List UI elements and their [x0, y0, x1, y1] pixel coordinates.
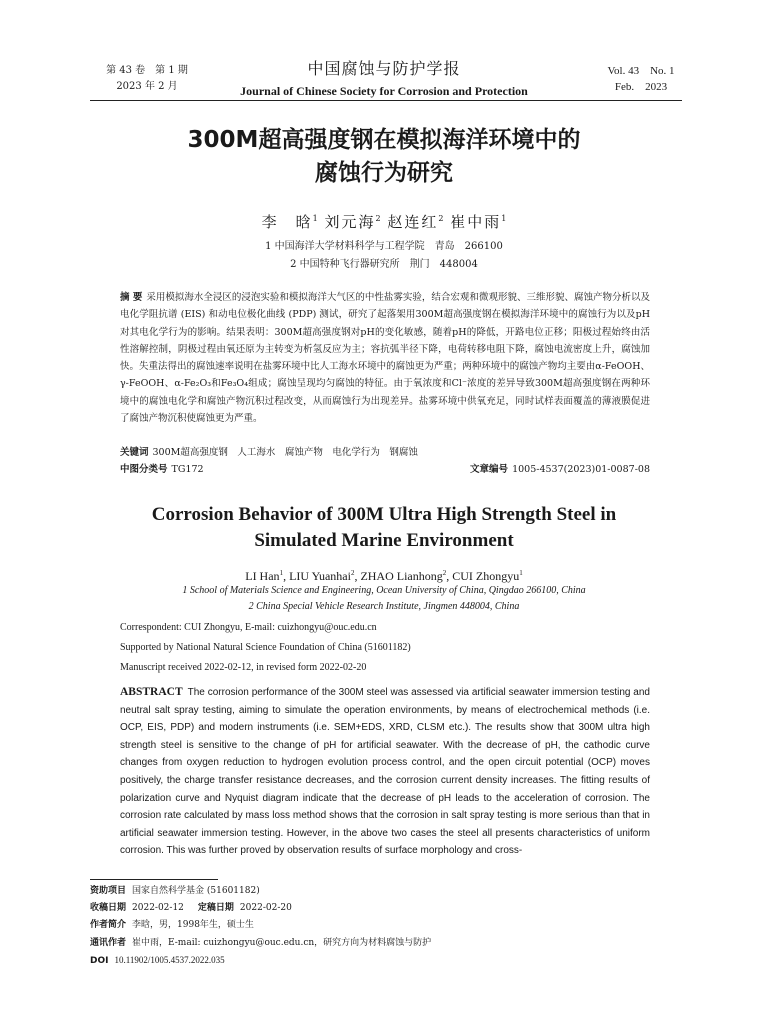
- article-number-value: 1005-4537(2023)01-0087-08: [512, 464, 650, 475]
- abstract-en: [120, 684, 650, 860]
- author-list-en: LI Han$^1$, LIU Yuanhai$^2$, ZHAO Lianhong$^2$, CUI Zhongyu$^1$: [245, 569, 523, 583]
- abstract-cn-label: 摘 要: [120, 292, 143, 303]
- journal-header: [200, 58, 568, 100]
- keywords-cn-text: 300M超高强度钢 人工海水 腐蚀产物 电化学行为 钢腐蚀: [152, 447, 418, 458]
- title-cn-line-1: 300M超高强度钢在模拟海洋环境中的: [187, 127, 581, 153]
- received-label: 收稿日期: [90, 903, 127, 914]
- date-en: Feb. 2023: [614, 81, 668, 93]
- author-affil-mark: 1: [312, 214, 318, 223]
- author-affil-mark: 1: [279, 569, 284, 577]
- date-cn: 2023 年 2 月: [116, 81, 178, 92]
- author-cn: 赵连红: [387, 213, 439, 231]
- paper-title-cn: [100, 124, 668, 190]
- author-list-cn: [100, 208, 668, 233]
- footnotes: [90, 883, 650, 970]
- author-en: LI Han: [245, 569, 280, 583]
- keywords-cn-label: 关键词: [120, 447, 149, 458]
- title-cn-line-2: 腐蚀行为研究: [315, 160, 453, 186]
- doi-label: DOI: [90, 955, 109, 966]
- author-cn: 崔中雨: [450, 213, 502, 231]
- doi-value: 10.11902/1005.4537.2022.035: [114, 954, 225, 965]
- author-affil-mark: 2: [438, 214, 444, 223]
- abstract-en-label: ABSTRACT: [120, 686, 183, 698]
- affiliation-cn: 2 中国特种飞行器研究所 荆门 448004: [290, 259, 478, 270]
- clc-value: TG172: [171, 464, 204, 475]
- final-label: 定稿日期: [197, 903, 234, 914]
- footnote-author: [90, 917, 650, 934]
- contact-value: 崔中雨，E-mail: cuizhongyu@ouc.edu.cn，研究方向为材料腐蚀与防护: [132, 937, 432, 948]
- affiliations-en: [100, 583, 668, 615]
- affiliation-en: 1 School of Materials Science and Engineering, Ocean University of China, Qingdao 266100, China: [182, 585, 586, 596]
- header-issue-cn: [92, 63, 202, 95]
- author-cn: 刘元海: [324, 213, 376, 231]
- author-en: CUI Zhongyu: [452, 569, 520, 583]
- affiliation-cn: 1 中国海洋大学材料科学与工程学院 青岛 266100: [265, 241, 503, 252]
- footnote-doi: [90, 952, 650, 970]
- final-value: 2022-02-20: [239, 903, 292, 914]
- received-value: 2022-02-12: [132, 903, 184, 914]
- clc-number: [120, 461, 204, 478]
- article-number-label: 文章编号: [470, 464, 509, 475]
- header-divider: [90, 100, 682, 101]
- author-en: ZHAO Lianhong: [360, 569, 443, 583]
- volume-en: Vol. 43 No. 1: [607, 65, 675, 77]
- header-issue-en: [596, 63, 686, 95]
- keywords-cn: [120, 444, 650, 461]
- paper-title-en: [100, 502, 668, 554]
- title-en-line-1: Corrosion Behavior of 300M Ultra High Strength Steel in: [151, 504, 617, 525]
- abstract-en-text: The corrosion performance of the 300M steel was assessed via artificial seawater immersion testing and neutral salt spray testing, aiming to simulate the operation environments, by means of electrochemical methods (i.e. OCP, EIS, PDP) and modern instruments (i.e. SEM+EDS, XRD, CLSM etc.). The results show that 300M ultra high strength steel is sensitive to the change of pH for artificial seawater. With the decrease of pH, the cathodic curve changes from oxygen reduction to hydrogen evolution process control, and the open circuit potential (OCP) moves positively, the charge transfer resistance decreases, and the corrosion current density increases. The fitting results of polarization curve and Nyquist diagram indicate that the decrease of pH leads to the acceleration of corrosion. The corrosion rate calculated by mass loss method shows that the corrosion in salt spray testing is more serious than that in artificial seawater immersion testing. However, in the above two cases the steel all presents characteristics of uniform corrosion. This was further proved by observation results of surface morphology and cross-: [120, 687, 650, 857]
- footnote-contact: [90, 935, 650, 952]
- manuscript-meta: [120, 618, 650, 678]
- author-affil-mark: 2: [375, 214, 381, 223]
- funding-line: Supported by National Natural Science Foundation of China (51601182): [120, 642, 411, 653]
- clc-label: 中图分类号: [120, 464, 168, 475]
- affiliations-cn: [100, 238, 668, 274]
- volume-cn: 第 43 卷 第 1 期: [106, 65, 188, 76]
- author-bio-value: 李晗，男，1998年生，硕士生: [132, 920, 254, 931]
- author-affil-mark: 2: [442, 569, 447, 577]
- fund-value: 国家自然科学基金 (51601182): [132, 886, 260, 896]
- fund-label: 资助项目: [90, 886, 127, 896]
- author-affil-mark: 2: [350, 569, 355, 577]
- abstract-cn: [120, 289, 650, 427]
- author-cn: 李 晗: [261, 213, 313, 231]
- footnote-dates: [90, 900, 650, 917]
- correspondent-line: Correspondent: CUI Zhongyu, E-mail: cuizhongyu@ouc.edu.cn: [120, 622, 377, 633]
- abstract-cn-text: 采用模拟海水全浸区的浸泡实验和模拟海洋大气区的中性盐雾实验，结合宏观和微观形貌、三维形貌、腐蚀产物分析以及电化学阻抗谱 (EIS) 和动电位极化曲线 (PDP) 测试，研究了起落架用300M超高强度钢在模拟海洋环境中的腐蚀行为以及pH对其电化学行为的影响。结果表明：300M超高强度钢对pH的变化敏感，随着pH的降低，开路电位正移；阳极过程始终由活性溶解控制，阴极过程由氧还原为主转变为析氢反应为主；容抗弧半径下降，电荷转移电阻下降，腐蚀电流密度上升，腐蚀加快。失重法得出的腐蚀速率说明在盐雾环境中比人工海水环境中的腐蚀更为严重；两种环境中的腐蚀产物均主要由α-FeOOH、γ-FeOOH、α-Fe₂O₃和Fe₃O₄组成；腐蚀呈现均匀腐蚀的特征。由于氧浓度和Cl⁻浓度的差异导致300M超高强度钢在两种环境中的腐蚀电化学和腐蚀产物沉积过程改变，从而腐蚀行为出现差异。盐雾环境中供氧充足，同时试样表面覆盖的薄液膜促进了腐蚀产物沉积使腐蚀更为严重。: [120, 292, 650, 425]
- contact-label: 通讯作者: [90, 937, 127, 948]
- title-en-line-2: Simulated Marine Environment: [254, 530, 514, 551]
- author-bio-label: 作者简介: [90, 920, 127, 931]
- affiliation-en: 2 China Special Vehicle Research Institute, Jingmen 448004, China: [248, 601, 520, 612]
- author-en: LIU Yuanhai: [289, 569, 351, 583]
- manuscript-dates-line: Manuscript received 2022-02-12, in revised form 2022-02-20: [120, 662, 367, 673]
- author-affil-mark: 1: [519, 569, 523, 577]
- journal-name-cn: 中国腐蚀与防护学报: [307, 59, 461, 78]
- author-affil-mark: 1: [501, 214, 507, 223]
- journal-name-en: Journal of Chinese Society for Corrosion and Protection: [240, 84, 528, 98]
- footnote-divider: [90, 879, 218, 880]
- article-number: [470, 461, 650, 478]
- classification-row: [120, 461, 650, 478]
- footnote-fund: [90, 883, 650, 900]
